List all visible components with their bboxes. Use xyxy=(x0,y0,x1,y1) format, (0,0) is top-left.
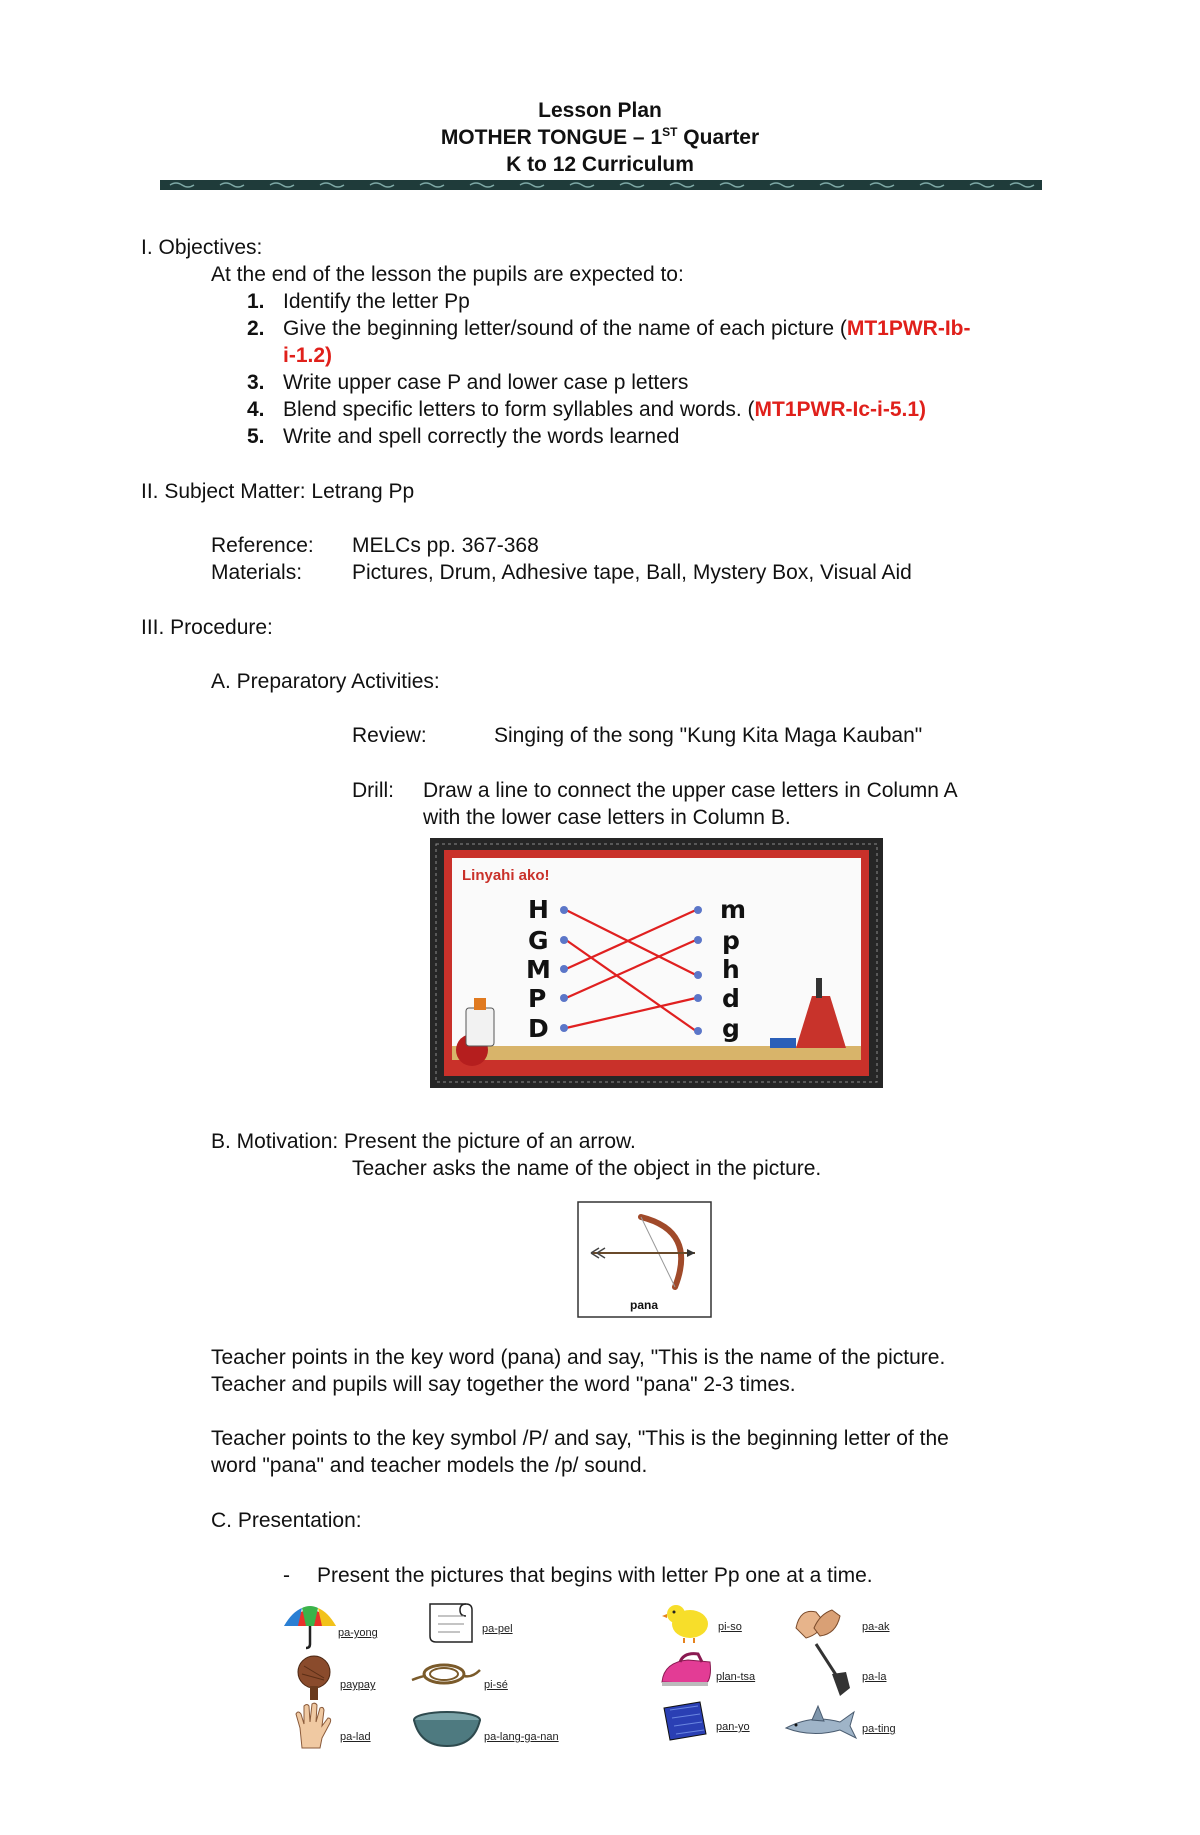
picture-label-pa-lang-ga-nan: pa-lang-ga-nan xyxy=(484,1731,559,1743)
motivation-line2: Teacher asks the name of the object in the picture. xyxy=(352,1157,822,1180)
upper-letter-g: G xyxy=(528,926,549,955)
objective-code-continued: i-1.2) xyxy=(283,344,333,367)
objective-item-2 xyxy=(247,315,1067,342)
picture-label-pan-yo: pan-yo xyxy=(716,1721,750,1733)
picture-label-paypay: paypay xyxy=(340,1679,376,1691)
paper-icon xyxy=(420,1598,480,1650)
objective-item-3 xyxy=(247,369,688,396)
paragraph1-line2: Teacher and pupils will say together the word "pana" 2-3 times. xyxy=(211,1373,796,1396)
presentation-bullet-text: Present the pictures that begins with letter Pp one at a time. xyxy=(317,1564,873,1587)
title-subject-sup: ST xyxy=(662,125,678,139)
objective-text: Blend specific letters to form syllables and words. ( xyxy=(283,398,755,421)
arrow-caption: pana xyxy=(629,1298,659,1312)
picture-label-pa-lad: pa-lad xyxy=(340,1731,371,1743)
paragraph1-line1: Teacher points in the key word (pana) and say, "This is the name of the picture. xyxy=(211,1346,946,1369)
umbrella-icon xyxy=(280,1600,340,1650)
objective-text: Give the beginning letter/sound of the name of each picture ( xyxy=(283,317,847,340)
title-subject-prefix: MOTHER TONGUE – 1 xyxy=(440,126,663,149)
title-subject xyxy=(0,124,1200,151)
objective-num: 1. xyxy=(247,290,265,313)
iron-icon xyxy=(658,1648,714,1694)
title-lesson-plan: Lesson Plan xyxy=(538,99,662,122)
picture-label-pa-ting: pa-ting xyxy=(862,1723,896,1735)
lower-letter-h: h xyxy=(722,955,740,984)
objective-item-1 xyxy=(247,288,470,315)
lower-letter-d: d xyxy=(722,984,740,1013)
objective-item-5 xyxy=(247,423,679,450)
chick-icon xyxy=(662,1598,714,1644)
picture-label-plan-tsa: plan-tsa xyxy=(716,1671,756,1683)
objective-num: 4. xyxy=(247,398,265,421)
subject-matter-heading: II. Subject Matter: Letrang Pp xyxy=(141,480,415,503)
reference-label: Reference: xyxy=(211,534,314,557)
preparatory-heading: A. Preparatory Activities: xyxy=(211,670,440,693)
drill-text-line2: with the lower case letters in Column B. xyxy=(423,806,791,829)
picture-label-pa-yong: pa-yong xyxy=(338,1627,378,1639)
materials-value: Pictures, Drum, Adhesive tape, Ball, Mystery Box, Visual Aid xyxy=(352,561,912,584)
hands-icon xyxy=(790,1598,846,1646)
palm-icon xyxy=(292,1700,336,1752)
shark-icon xyxy=(782,1704,858,1744)
paragraph2-line2: word "pana" and teacher models the /p/ sound. xyxy=(211,1454,648,1477)
review-text: Singing of the song "Kung Kita Maga Kauban" xyxy=(494,724,923,747)
reference-value: MELCs pp. 367-368 xyxy=(352,534,539,557)
procedure-heading: III. Procedure: xyxy=(141,616,273,639)
motivation-line1: B. Motivation: Present the picture of an arrow. xyxy=(211,1130,636,1153)
drill-label: Drill: xyxy=(352,779,394,802)
upper-letter-d: D xyxy=(528,1014,549,1043)
picture-label-pa-la: pa-la xyxy=(862,1671,887,1683)
objective-text: Write upper case P and lower case p letters xyxy=(283,371,689,394)
objectives-intro: At the end of the lesson the pupils are expected to: xyxy=(211,263,684,286)
objective-item-4 xyxy=(247,396,926,423)
objective-num: 3. xyxy=(247,371,265,394)
presentation-heading: C. Presentation: xyxy=(211,1509,362,1532)
upper-letter-p: P xyxy=(528,984,547,1013)
picture-label-pi-so: pi-so xyxy=(718,1621,742,1633)
lower-letter-m: m xyxy=(720,895,747,924)
header-divider xyxy=(160,180,1042,190)
objective-num: 5. xyxy=(247,425,265,448)
objective-text: Write and spell correctly the words learned xyxy=(283,425,680,448)
title-curriculum: K to 12 Curriculum xyxy=(506,153,694,176)
drill-board-image xyxy=(430,838,883,1088)
review-label: Review: xyxy=(352,724,427,747)
lower-letter-g: g xyxy=(722,1014,740,1043)
rope-icon xyxy=(408,1654,482,1694)
arrow-picture xyxy=(577,1201,712,1318)
objective-code: MT1PWR-Ib- xyxy=(846,317,971,340)
lower-letter-p: p xyxy=(722,926,740,955)
upper-letter-h: H xyxy=(528,895,549,924)
drill-text-line1: Draw a line to connect the upper case letters in Column A xyxy=(423,779,958,802)
objectives-heading: I. Objectives: xyxy=(141,236,263,259)
title-subject-suffix: Quarter xyxy=(677,126,760,149)
picture-label-pa-ak: pa-ak xyxy=(862,1621,890,1633)
bullet-dash: - xyxy=(283,1564,290,1587)
materials-label: Materials: xyxy=(211,561,303,584)
upper-letter-m: M xyxy=(526,955,551,984)
picture-label-pi-se: pi-sé xyxy=(484,1679,508,1691)
objective-text: Identify the letter Pp xyxy=(283,290,470,313)
fan-icon xyxy=(288,1652,340,1702)
paragraph2-line1: Teacher points to the key symbol /P/ and say, "This is the beginning letter of the xyxy=(211,1427,949,1450)
shovel-icon xyxy=(808,1640,854,1700)
objective-num: 2. xyxy=(247,317,265,340)
drill-board-title: Linyahi ako! xyxy=(462,867,550,884)
handkerchief-icon xyxy=(660,1700,710,1742)
basin-icon xyxy=(410,1708,484,1752)
objective-code: MT1PWR-Ic-i-5.1) xyxy=(754,398,927,421)
picture-label-pa-pel: pa-pel xyxy=(482,1623,513,1635)
